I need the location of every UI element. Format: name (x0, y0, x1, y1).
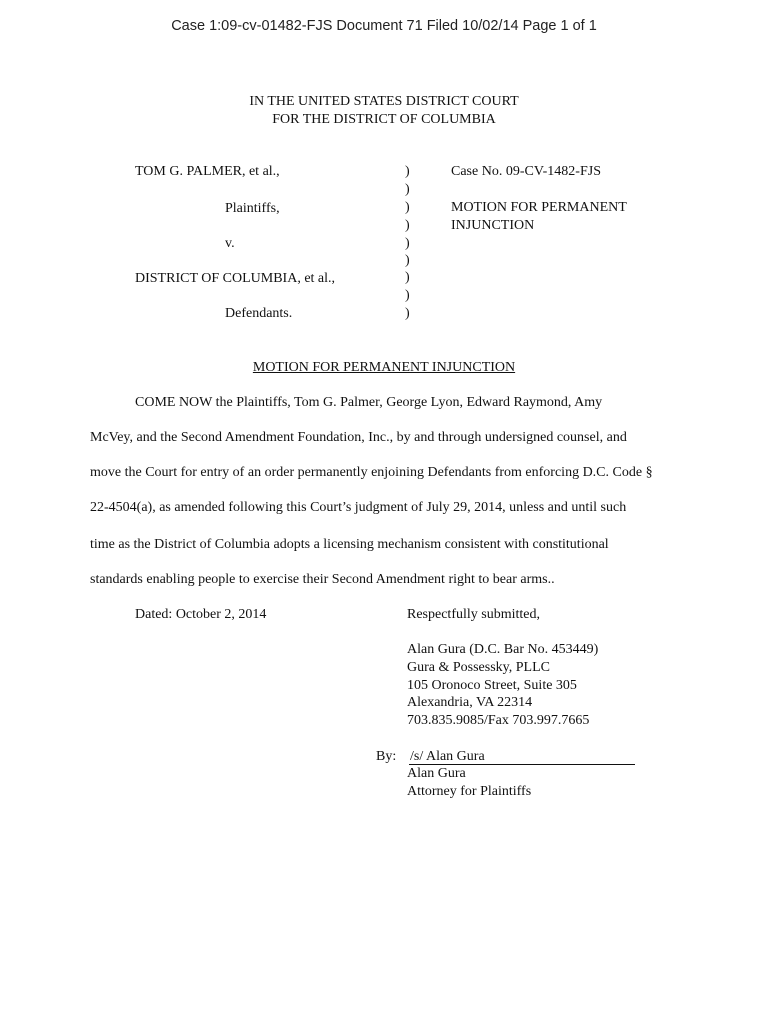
plaintiff-name: TOM G. PALMER, et al., (135, 164, 280, 179)
caption-paren: ) (405, 200, 410, 215)
motion-heading: MOTION FOR PERMANENT INJUNCTION (252, 360, 516, 375)
closing: Respectfully submitted, (407, 607, 540, 622)
court-name-line2: FOR THE DISTRICT OF COLUMBIA (272, 112, 496, 127)
body-line: McVey, and the Second Amendment Foundation, Inc., by and through undersigned counsel, and (90, 430, 627, 445)
caption-paren: ) (405, 218, 410, 233)
attorney-block-line: Alan Gura (D.C. Bar No. 453449) (407, 642, 599, 657)
case-number: Case No. 09-CV-1482-FJS (451, 164, 601, 179)
court-name-line1: IN THE UNITED STATES DISTRICT COURT (249, 94, 519, 109)
caption-paren: ) (405, 270, 410, 285)
ecf-header-stamp: Case 1:09-cv-01482-FJS Document 71 Filed 10/02/14 Page 1 of 1 (171, 18, 597, 34)
caption-doc-title-line2: INJUNCTION (451, 218, 535, 233)
signature-line (409, 764, 635, 765)
signer-name: Alan Gura (407, 766, 466, 781)
attorney-block-line: 703.835.9085/Fax 703.997.7665 (407, 713, 590, 728)
caption-doc-title-line1: MOTION FOR PERMANENT (451, 200, 627, 215)
plaintiff-role: Plaintiffs, (225, 201, 280, 216)
signer-role: Attorney for Plaintiffs (407, 784, 532, 799)
body-line: move the Court for entry of an order permanently enjoining Defendants from enforcing D.C. Code § (90, 465, 653, 480)
attorney-block-line: Gura & Possessky, PLLC (407, 660, 550, 675)
caption-paren: ) (405, 164, 410, 179)
body-line: time as the District of Columbia adopts a licensing mechanism consistent with constitutional (90, 537, 609, 552)
by-label: By: (376, 749, 397, 764)
attorney-block-line: 105 Oronoco Street, Suite 305 (407, 678, 577, 693)
attorney-block-line: Alexandria, VA 22314 (407, 695, 533, 710)
caption-paren: ) (405, 182, 410, 197)
defendant-role: Defendants. (225, 306, 293, 321)
caption-paren: ) (405, 236, 410, 251)
body-line: standards enabling people to exercise their Second Amendment right to bear arms.. (90, 572, 555, 587)
caption-paren: ) (405, 306, 410, 321)
caption-paren: ) (405, 288, 410, 303)
body-line: 22-4504(a), as amended following this Court’s judgment of July 29, 2014, unless and until such (90, 500, 627, 515)
e-signature: /s/ Alan Gura (410, 749, 485, 764)
defendant-name: DISTRICT OF COLUMBIA, et al., (135, 271, 336, 286)
versus: v. (225, 236, 235, 251)
caption-paren: ) (405, 253, 410, 268)
dated-line: Dated: October 2, 2014 (135, 607, 267, 622)
body-line: COME NOW the Plaintiffs, Tom G. Palmer, George Lyon, Edward Raymond, Amy (135, 395, 603, 410)
